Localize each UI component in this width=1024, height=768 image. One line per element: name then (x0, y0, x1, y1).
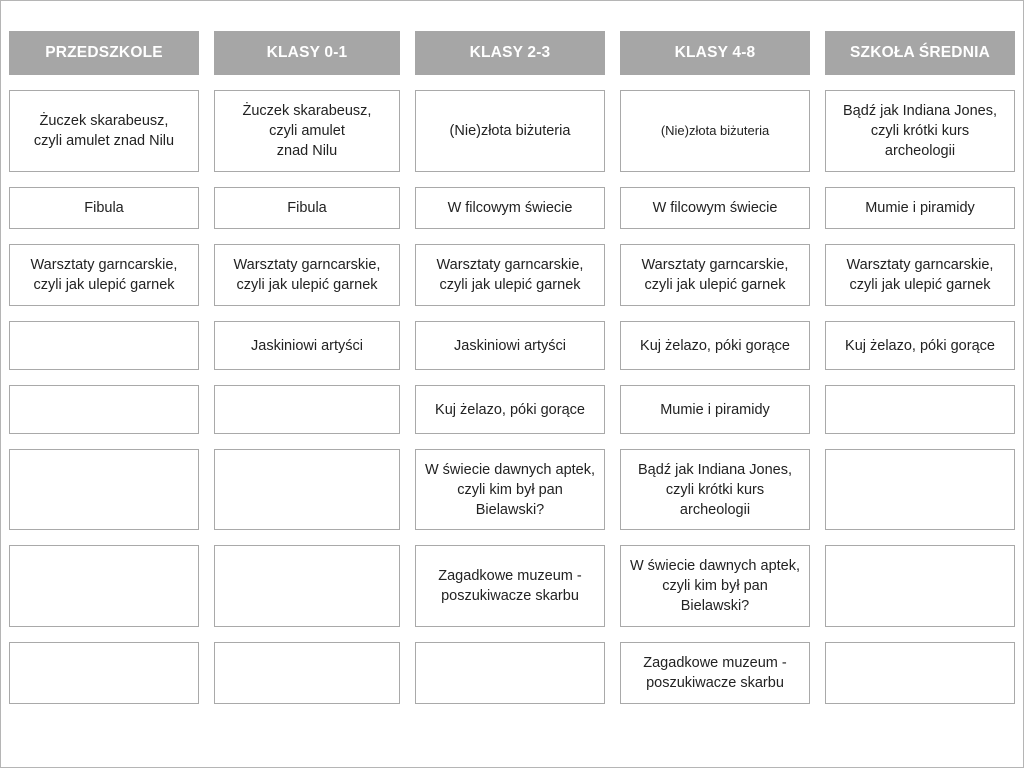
table-cell (9, 545, 199, 627)
table-cell: Mumie i piramidy (825, 187, 1015, 229)
column-header-klasy-4-8: KLASY 4-8 (620, 31, 810, 75)
table-cell (214, 449, 400, 530)
table-cell: Żuczek skarabeusz, czyli amulet znad Nilu (214, 90, 400, 172)
table-cell: Warsztaty garncarskie, czyli jak ulepić garnek (9, 244, 199, 306)
workshop-schedule-table (9, 31, 1015, 704)
table-cell: Bądź jak Indiana Jones, czyli krótki kurs archeologii (620, 449, 810, 530)
table-cell: W filcowym świecie (620, 187, 810, 229)
table-cell: Fibula (214, 187, 400, 229)
table-cell: Mumie i piramidy (620, 385, 810, 434)
table-cell: W filcowym świecie (415, 187, 605, 229)
table-cell: (Nie)złota biżuteria (620, 90, 810, 172)
table-cell (214, 642, 400, 704)
column-header-klasy-2-3: KLASY 2-3 (415, 31, 605, 75)
table-cell (214, 545, 400, 627)
column-header-przedszkole: PRZEDSZKOLE (9, 31, 199, 75)
table-cell (825, 545, 1015, 627)
table-cell: (Nie)złota biżuteria (415, 90, 605, 172)
table-cell: Jaskiniowi artyści (415, 321, 605, 370)
table-cell: W świecie dawnych aptek, czyli kim był pan Bielawski? (415, 449, 605, 530)
column-header-klasy-0-1: KLASY 0-1 (214, 31, 400, 75)
table-cell (825, 642, 1015, 704)
table-cell: Warsztaty garncarskie, czyli jak ulepić garnek (214, 244, 400, 306)
table-cell (214, 385, 400, 434)
table-cell: Kuj żelazo, póki gorące (825, 321, 1015, 370)
table-cell: Warsztaty garncarskie, czyli jak ulepić garnek (620, 244, 810, 306)
table-cell (9, 321, 199, 370)
table-cell (9, 642, 199, 704)
table-cell: Zagadkowe muzeum - poszukiwacze skarbu (620, 642, 810, 704)
table-cell: Warsztaty garncarskie, czyli jak ulepić garnek (825, 244, 1015, 306)
table-cell: W świecie dawnych aptek, czyli kim był pan Bielawski? (620, 545, 810, 627)
table-cell: Bądź jak Indiana Jones, czyli krótki kurs archeologii (825, 90, 1015, 172)
table-cell (415, 642, 605, 704)
table-cell (825, 449, 1015, 530)
table-cell: Jaskiniowi artyści (214, 321, 400, 370)
table-cell: Kuj żelazo, póki gorące (415, 385, 605, 434)
table-cell (825, 385, 1015, 434)
table-cell: Kuj żelazo, póki gorące (620, 321, 810, 370)
table-cell: Zagadkowe muzeum - poszukiwacze skarbu (415, 545, 605, 627)
column-header-szkola-srednia: SZKOŁA ŚREDNIA (825, 31, 1015, 75)
table-cell (9, 385, 199, 434)
table-cell (9, 449, 199, 530)
table-cell: Fibula (9, 187, 199, 229)
table-cell: Żuczek skarabeusz, czyli amulet znad Nilu (9, 90, 199, 172)
table-cell: Warsztaty garncarskie, czyli jak ulepić garnek (415, 244, 605, 306)
